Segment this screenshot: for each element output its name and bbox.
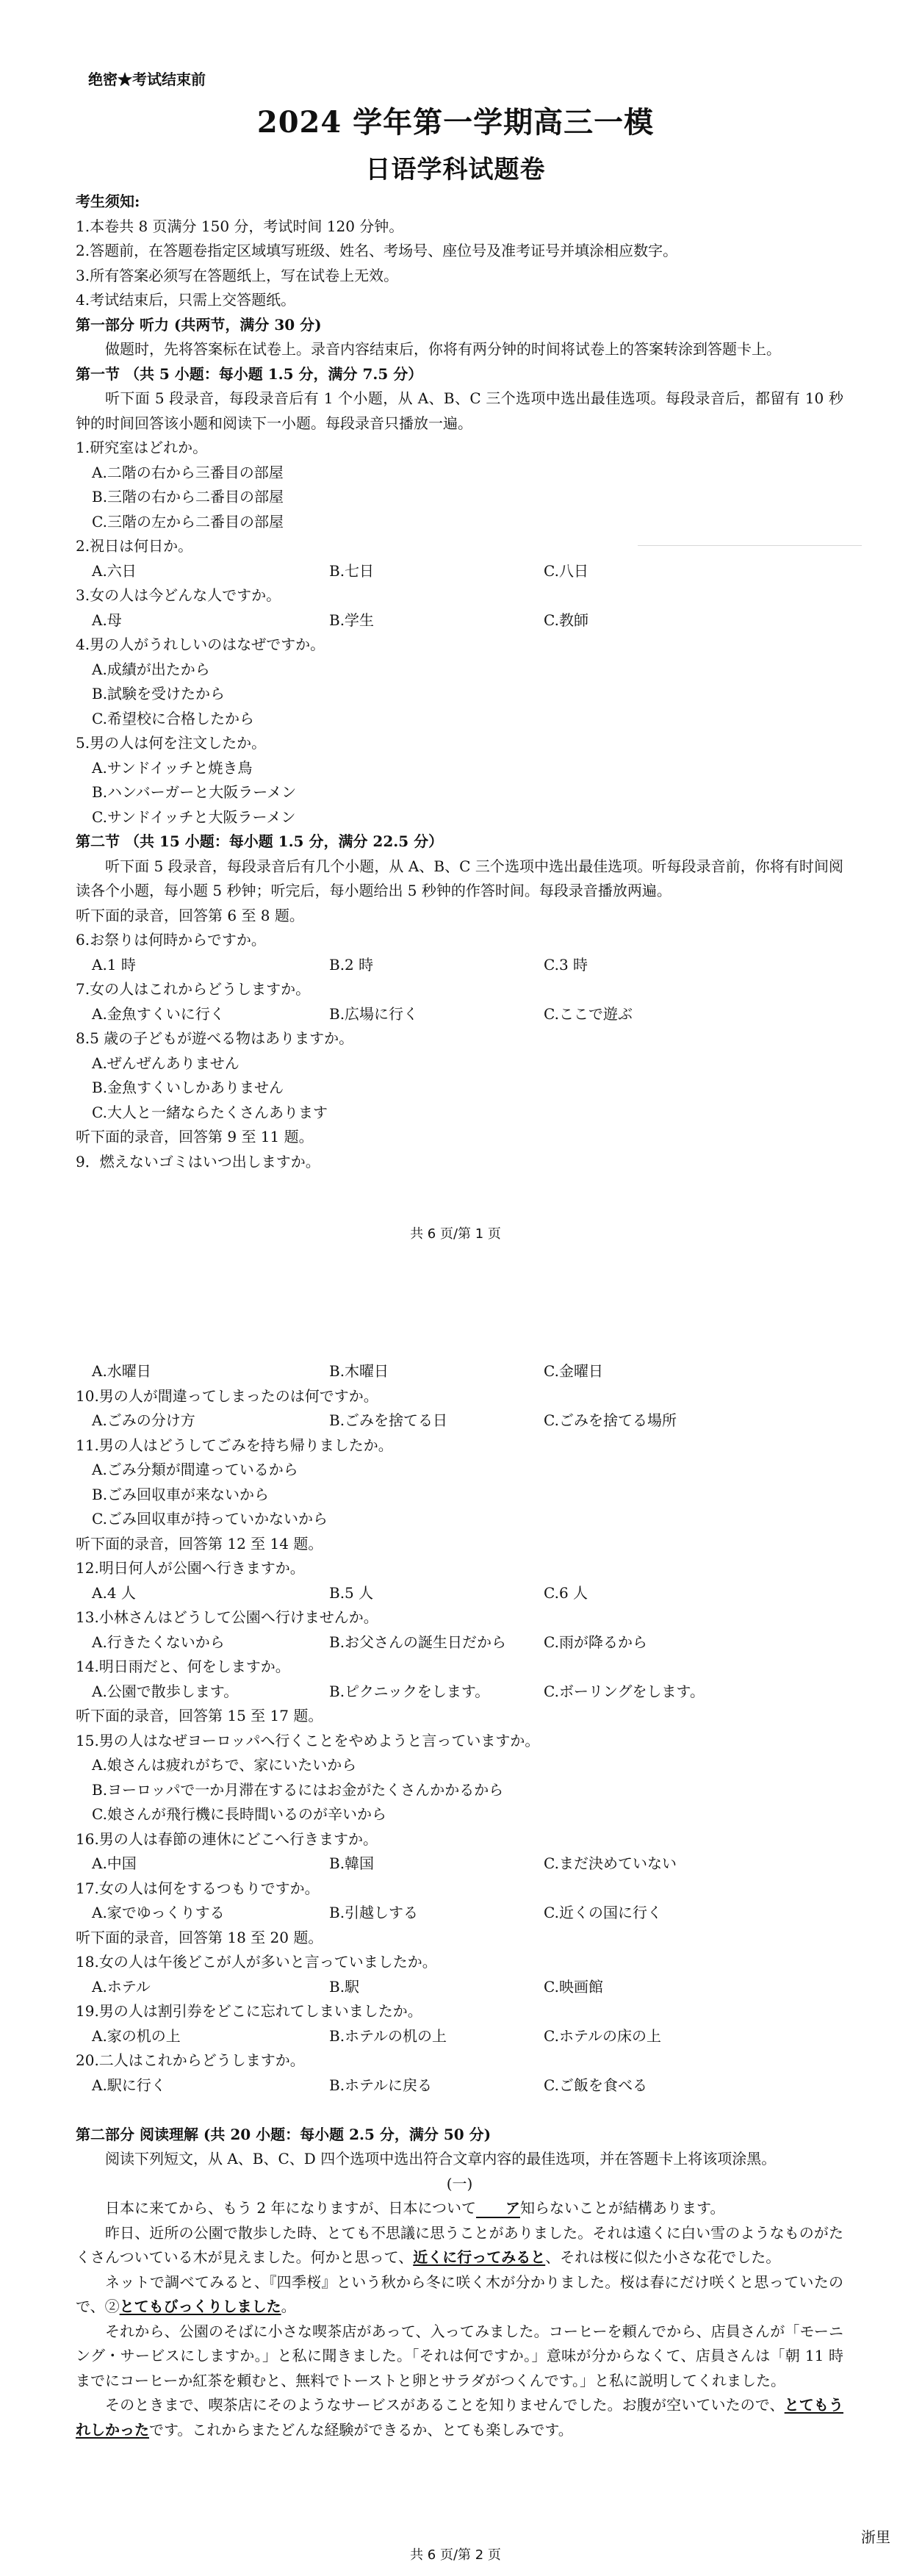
- p1-text-after: 知らないことが結構あります。: [520, 2199, 725, 2217]
- listening-cue: 听下面的录音，回答第 12 至 14 题。: [76, 1534, 323, 1553]
- option-b: B.5 人: [329, 1583, 374, 1602]
- question-15: 15.男の人はなぜヨーロッパへ行くことをやめようと言っていますか。: [76, 1731, 540, 1749]
- listening-cue: 听下面的录音，回答第 9 至 11 题。: [76, 1128, 314, 1145]
- listening-cue: 听下面的录音，回答第 15 至 17 题。: [76, 1707, 323, 1724]
- underlined-phrase-1: 近くに行ってみると: [413, 2248, 546, 2266]
- option-a: A.二階の右から三番目の部屋: [92, 463, 284, 481]
- underlined-phrase-2: とてもびっくりしました: [119, 2298, 281, 2315]
- option-a: A.ごみ分類が間違っているから: [92, 1461, 298, 1478]
- option-c: C.近くの国に行く: [544, 1904, 662, 1921]
- option-c: C.教師: [544, 611, 588, 629]
- option-b: B.韓国: [329, 1854, 375, 1872]
- p2-text-before: 昨日、近所の公園で散歩した時、とても不思議に思うことがありました。それは遠くに白い雪のようなものがたくさんついている木が見えました。何かと思って、: [76, 2223, 843, 2266]
- part2-heading: 第二部分 阅读理解 (共 20 小题：每小题 2.5 分，满分 50 分): [76, 2125, 491, 2143]
- p3-text-before: ネットで調べてみると、『四季桜』という秋から冬に咲く木が分かりました。桜は春にだけ咲くと思っていたので、②: [76, 2273, 843, 2315]
- question-9: 9．燃えないゴミはいつ出しますか。: [76, 1152, 320, 1170]
- option-a: A.ホテル: [92, 1977, 151, 1996]
- option-b: B.ホテルの机の上: [329, 2026, 447, 2045]
- p1-text-before: 日本に来てから、もう 2 年になりますが、日本について: [105, 2199, 477, 2217]
- notice-heading: 考生须知:: [76, 193, 140, 210]
- passage-paragraph-2: [76, 2221, 843, 2270]
- option-c: C.金曜日: [544, 1362, 603, 1380]
- passage-number: (一): [446, 2174, 473, 2192]
- part1-heading: 第一部分 听力 (共两节，满分 30 分): [76, 315, 322, 334]
- question-8: 8.5 歳の子どもが遊べる物はありますか。: [76, 1029, 354, 1047]
- option-b: B.木曜日: [329, 1362, 389, 1380]
- page-1-content: [76, 190, 843, 1174]
- exam-page-1: [0, 0, 911, 1249]
- notice-item: 4.考试结束后，只需上交答题纸。: [76, 291, 296, 309]
- options-row: [76, 1680, 843, 1705]
- question-2: 2.祝日は何日か。: [76, 537, 193, 555]
- listening-cue: 听下面的录音，回答第 18 至 20 题。: [76, 1928, 323, 1946]
- option-c: C.希望校に合格したから: [92, 709, 254, 727]
- option-a: A.サンドイッチと焼き鳥: [92, 758, 253, 777]
- question-11: 11.男の人はどうしてごみを持ち帰りましたか。: [76, 1436, 393, 1454]
- question-12: 12.明日何人が公園へ行きますか。: [76, 1559, 305, 1577]
- option-b: B.七日: [329, 561, 375, 580]
- question-16: 16.男の人は春節の連休にどこへ行きますか。: [76, 1830, 378, 1848]
- passage-paragraph-3: [76, 2270, 843, 2320]
- listening-cue: 听下面的录音，回答第 6 至 8 题。: [76, 906, 304, 924]
- passage-paragraph-4: それから、公園のそばに小さな喫茶店があって、入ってみました。コーヒーを頼んでから、店員さんが「モーニング・サービスにしますか。」と私に聞きました。「それは何ですか。」意味が分からなくて、店員さんは「朝 11 時までにコーヒーか紅茶を頼むと、無料でトーストと卵とサラダがつくんです。」と私に説明してくれました。: [76, 2322, 843, 2389]
- question-5: 5.男の人は何を注文したか。: [76, 734, 267, 752]
- option-c: C.ごみ回収車が持っていかないから: [92, 1510, 328, 1528]
- option-a: A.1 時: [92, 955, 136, 974]
- exam-title: 2024 学年第一学期高三一模: [256, 105, 655, 140]
- option-b: B.ヨーロッパで一か月滞在するにはお金がたくさんかかるから: [92, 1780, 504, 1799]
- question-1: 1.研究室はどれか。: [76, 439, 208, 456]
- underlined-phrase-3: とてもうれしかった: [76, 2396, 844, 2439]
- option-c: C.八日: [544, 561, 588, 580]
- exam-page-2: [0, 1323, 911, 2576]
- option-b: B.ごみを捨てる日: [329, 1411, 448, 1429]
- option-b: B.ごみ回収車が来ないから: [92, 1485, 270, 1503]
- confidential-mark: 绝密★考试结束前: [88, 71, 206, 88]
- section2-instruction: 听下面 5 段录音，每段录音后有几个小题，从 A、B、C 三个选项中选出最佳选项。听每段录音前，你将有时间阅读各个小题，每小题 5 秒钟；听完后，每小题给出 5 秒钟的作答时间。每段录音播放两遍。: [76, 857, 843, 899]
- option-b: B.2 時: [329, 955, 374, 974]
- question-17: 17.女の人は何をするつもりですか。: [76, 1879, 320, 1897]
- passage-paragraph-1: [76, 2196, 843, 2221]
- option-a: A.ぜんぜんありません: [92, 1054, 240, 1072]
- option-b: B.引越しする: [329, 1904, 419, 1921]
- notice-item: 2.答题前，在答题卷指定区域填写班级、姓名、考场号、座位号及准考证号并填涂相应数字。: [76, 242, 678, 259]
- option-c: C.6 人: [544, 1583, 588, 1602]
- option-a: A.母: [92, 611, 122, 629]
- options-row: [76, 2073, 843, 2098]
- option-c: C.まだ決めていない: [544, 1854, 677, 1872]
- option-a: A.家でゆっくりする: [92, 1904, 225, 1921]
- option-c: C.ここで遊ぶ: [544, 1004, 633, 1023]
- exam-subtitle: 日语学科试题卷: [365, 155, 546, 184]
- option-b: B.三階の右から二番目の部屋: [92, 488, 284, 506]
- p3-text-after: 。: [281, 2298, 296, 2315]
- options-row: [76, 1901, 843, 1926]
- options-row: [76, 1630, 843, 1655]
- section2-heading: 第二节 （共 15 小题：每小题 1.5 分，满分 22.5 分）: [76, 832, 444, 850]
- corner-label: 浙里: [861, 2528, 890, 2546]
- option-b: B.ピクニックをします。: [329, 1682, 490, 1700]
- spacer: [76, 2098, 843, 2123]
- p5-text-before: そのときまで、喫茶店にそのようなサービスがあることを知りませんでした。お腹が空いていたので、: [105, 2396, 785, 2414]
- option-b: B.広場に行く: [329, 1004, 419, 1023]
- options-row: [76, 1408, 843, 1433]
- options-row: [76, 559, 843, 584]
- p2-text-after: 、それは桜に似た小さな花でした。: [545, 2248, 781, 2266]
- option-a: A.中国: [92, 1854, 137, 1872]
- options-row: [76, 1975, 843, 2000]
- option-a: A.六日: [92, 561, 137, 580]
- options-row: [76, 1359, 843, 1384]
- option-c: C.ホテルの床の上: [544, 2026, 661, 2045]
- option-b: B.学生: [329, 611, 375, 629]
- part1-instruction: 做题时，先将答案标在试卷上。录音内容结束后，你将有两分钟的时间将试卷上的答案转涂到答题卡上。: [105, 340, 781, 358]
- option-c: C.雨が降るから: [544, 1633, 647, 1651]
- options-row: [76, 953, 843, 978]
- options-row: [76, 2024, 843, 2049]
- option-a: A.金魚すくいに行く: [92, 1004, 225, 1023]
- question-18: 18.女の人は午後どこが人が多いと言っていましたか。: [76, 1953, 437, 1971]
- page-2-content: [76, 1359, 843, 2442]
- option-b: B.試験を受けたから: [92, 685, 226, 702]
- option-a: A.4 人: [92, 1583, 136, 1602]
- option-a: A.成績が出たから: [92, 660, 210, 678]
- option-a: A.家の机の上: [92, 2026, 181, 2045]
- option-c: C.大人と一緒ならたくさんあります: [92, 1103, 328, 1121]
- option-c: C.映画館: [544, 1977, 603, 1996]
- question-14: 14.明日雨だと、何をしますか。: [76, 1658, 290, 1675]
- section1-heading: 第一节 （共 5 小题：每小题 1.5 分，满分 7.5 分）: [76, 364, 423, 383]
- option-a: A.駅に行く: [92, 2076, 166, 2094]
- option-a: A.水曜日: [92, 1362, 151, 1380]
- option-a: A.ごみの分け方: [92, 1411, 195, 1429]
- page-footer: 共 6 页/第 2 页: [410, 2547, 501, 2563]
- question-10: 10.男の人が間違ってしまったのは何ですか。: [76, 1386, 378, 1405]
- option-b: B.駅: [329, 1977, 360, 1996]
- option-c: C.ごみを捨てる場所: [544, 1411, 677, 1429]
- part2-instruction: 阅读下列短文，从 A、B、C、D 四个选项中选出符合文章内容的最佳选项，并在答题卡上将该项涂黑。: [105, 2150, 777, 2167]
- option-c: C.ボーリングをします。: [544, 1682, 705, 1700]
- notice-item: 1.本卷共 8 页满分 150 分，考试时间 120 分钟。: [76, 217, 404, 235]
- question-13: 13.小林さんはどうして公園へ行けませんか。: [76, 1608, 378, 1626]
- question-4: 4.男の人がうれしいのはなぜですか。: [76, 636, 325, 653]
- option-b: B.お父さんの誕生日だから: [329, 1633, 507, 1651]
- options-row: [76, 608, 843, 633]
- question-6: 6.お祭りは何時からですか。: [76, 931, 266, 949]
- question-7: 7.女の人はこれからどうしますか。: [76, 980, 311, 998]
- option-b: B.ホテルに戻る: [329, 2076, 433, 2094]
- page-footer: 共 6 页/第 1 页: [410, 1226, 501, 1242]
- question-20: 20.二人はこれからどうしますか。: [76, 2051, 305, 2069]
- options-row: [76, 1002, 843, 1027]
- section1-instruction: 听下面 5 段录音，每段录音后有 1 个小题，从 A、B、C 三个选项中选出最佳选项。每段录音后，都留有 10 秒钟的时间回答该小题和阅读下一小题。每段录音只播放一遍。: [76, 389, 843, 432]
- options-row: [76, 1852, 843, 1877]
- blank-a: ア: [476, 2199, 520, 2218]
- option-c: C.ご飯を食べる: [544, 2076, 647, 2094]
- option-c: C.3 時: [544, 955, 588, 974]
- passage-paragraph-5: [76, 2393, 843, 2442]
- option-c: C.サンドイッチと大阪ラーメン: [92, 807, 296, 826]
- option-b: B.ハンバーガーと大阪ラーメン: [92, 783, 297, 801]
- option-a: A.公園で散歩します。: [92, 1682, 239, 1700]
- notice-item: 3.所有答案必须写在答题纸上，写在试卷上无效。: [76, 266, 399, 284]
- option-b: B.金魚すくいしかありません: [92, 1079, 284, 1096]
- option-a: A.行きたくないから: [92, 1633, 225, 1651]
- p5-text-after: です。これからまたどんな経験ができるか、とても楽しみです。: [149, 2420, 573, 2439]
- option-c: C.娘さんが飛行機に長時間いるのが辛いから: [92, 1805, 386, 1823]
- question-3: 3.女の人は今どんな人ですか。: [76, 586, 281, 604]
- option-a: A.娘さんは疲れがちで、家にいたいから: [92, 1756, 357, 1774]
- option-c: C.三階の左から二番目の部屋: [92, 512, 284, 530]
- question-19: 19.男の人は割引券をどこに忘れてしまいましたか。: [76, 2002, 422, 2020]
- options-row: [76, 1581, 843, 1606]
